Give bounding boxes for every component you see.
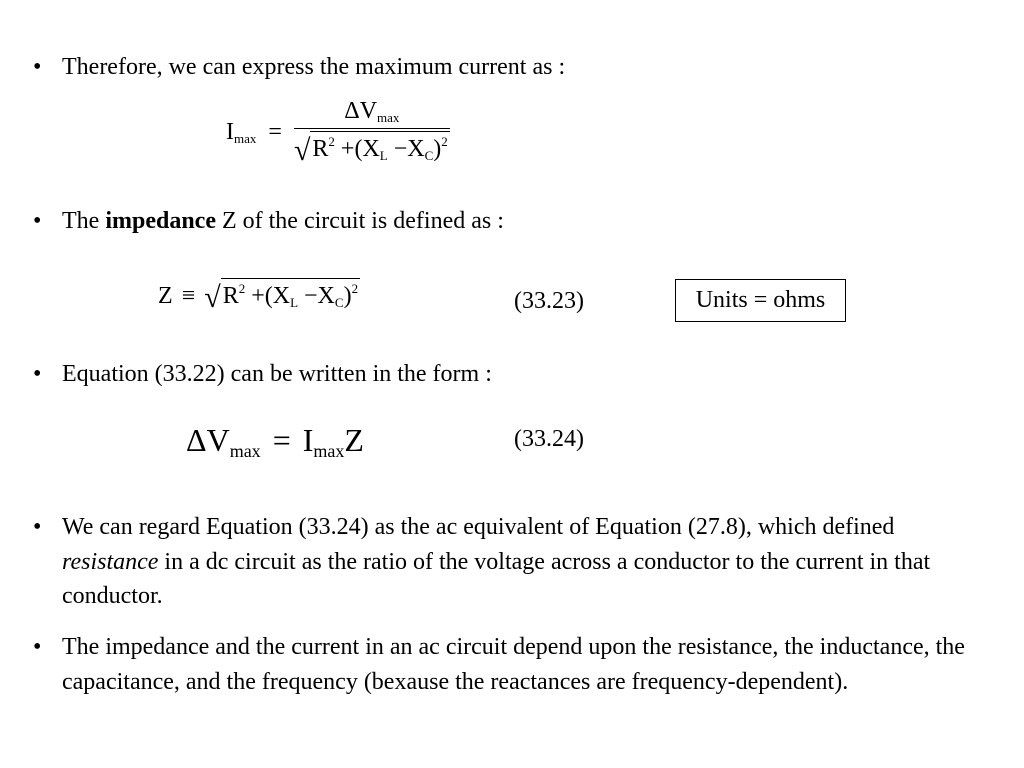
equation-impedance: [158, 278, 360, 315]
equals-sign: =: [272, 422, 291, 458]
equation-number-33-23: (33.23): [514, 288, 584, 314]
equation-number-33-24: (33.24): [514, 426, 584, 452]
square-root: $√R^2 +(X_L -X_C)^2$: [204, 278, 360, 315]
identity-sign: ≡: [181, 283, 196, 309]
current-term: $I_{max}$: [302, 422, 345, 461]
bullet-text: Therefore, we can express the maximum current as :: [62, 54, 566, 80]
bullet-text: The impedance and the current in an ac circuit depend upon the resistance, the inductance, the capacitance, and the frequency (bexause the reactances are frequency-dependent).: [62, 634, 965, 695]
bullet-marker: •: [33, 361, 42, 387]
bullet-marker: •: [33, 54, 42, 80]
fraction-denominator: [294, 128, 450, 168]
z-symbol: Z: [158, 283, 173, 309]
bullet-marker: •: [33, 514, 42, 540]
bullet-text: We can regard Equation (33.24) as the ac equivalent of Equation (27.8), which defined resistance in a dc circuit as the ratio of the voltage across a conductor to the current in that conductor.: [62, 514, 931, 609]
bullet-marker: •: [33, 208, 42, 234]
units-box: Units = ohms: [675, 279, 846, 322]
equation-ohm-ac: [186, 422, 364, 462]
dv-lhs: $\Delta V_{max}$: [186, 422, 261, 461]
bold-term: impedance: [105, 208, 216, 234]
bullet-text: The impedance Z of the circuit is defined as :: [62, 208, 504, 234]
fraction-numerator: $\Delta V_{max}$: [344, 98, 400, 125]
equation-imax: [226, 98, 450, 168]
imax-fraction: [294, 98, 450, 168]
bullet-marker: •: [33, 634, 42, 660]
square-root: $√R^2 +(X_L -X_C)^2$: [294, 131, 450, 168]
italic-term: resistance: [62, 548, 159, 575]
imax-lhs: $I_{max}$: [226, 118, 257, 146]
z-symbol: Z: [344, 422, 364, 458]
bullet-text: Equation (33.22) can be written in the form :: [62, 361, 492, 387]
equals-sign: =: [268, 118, 282, 145]
